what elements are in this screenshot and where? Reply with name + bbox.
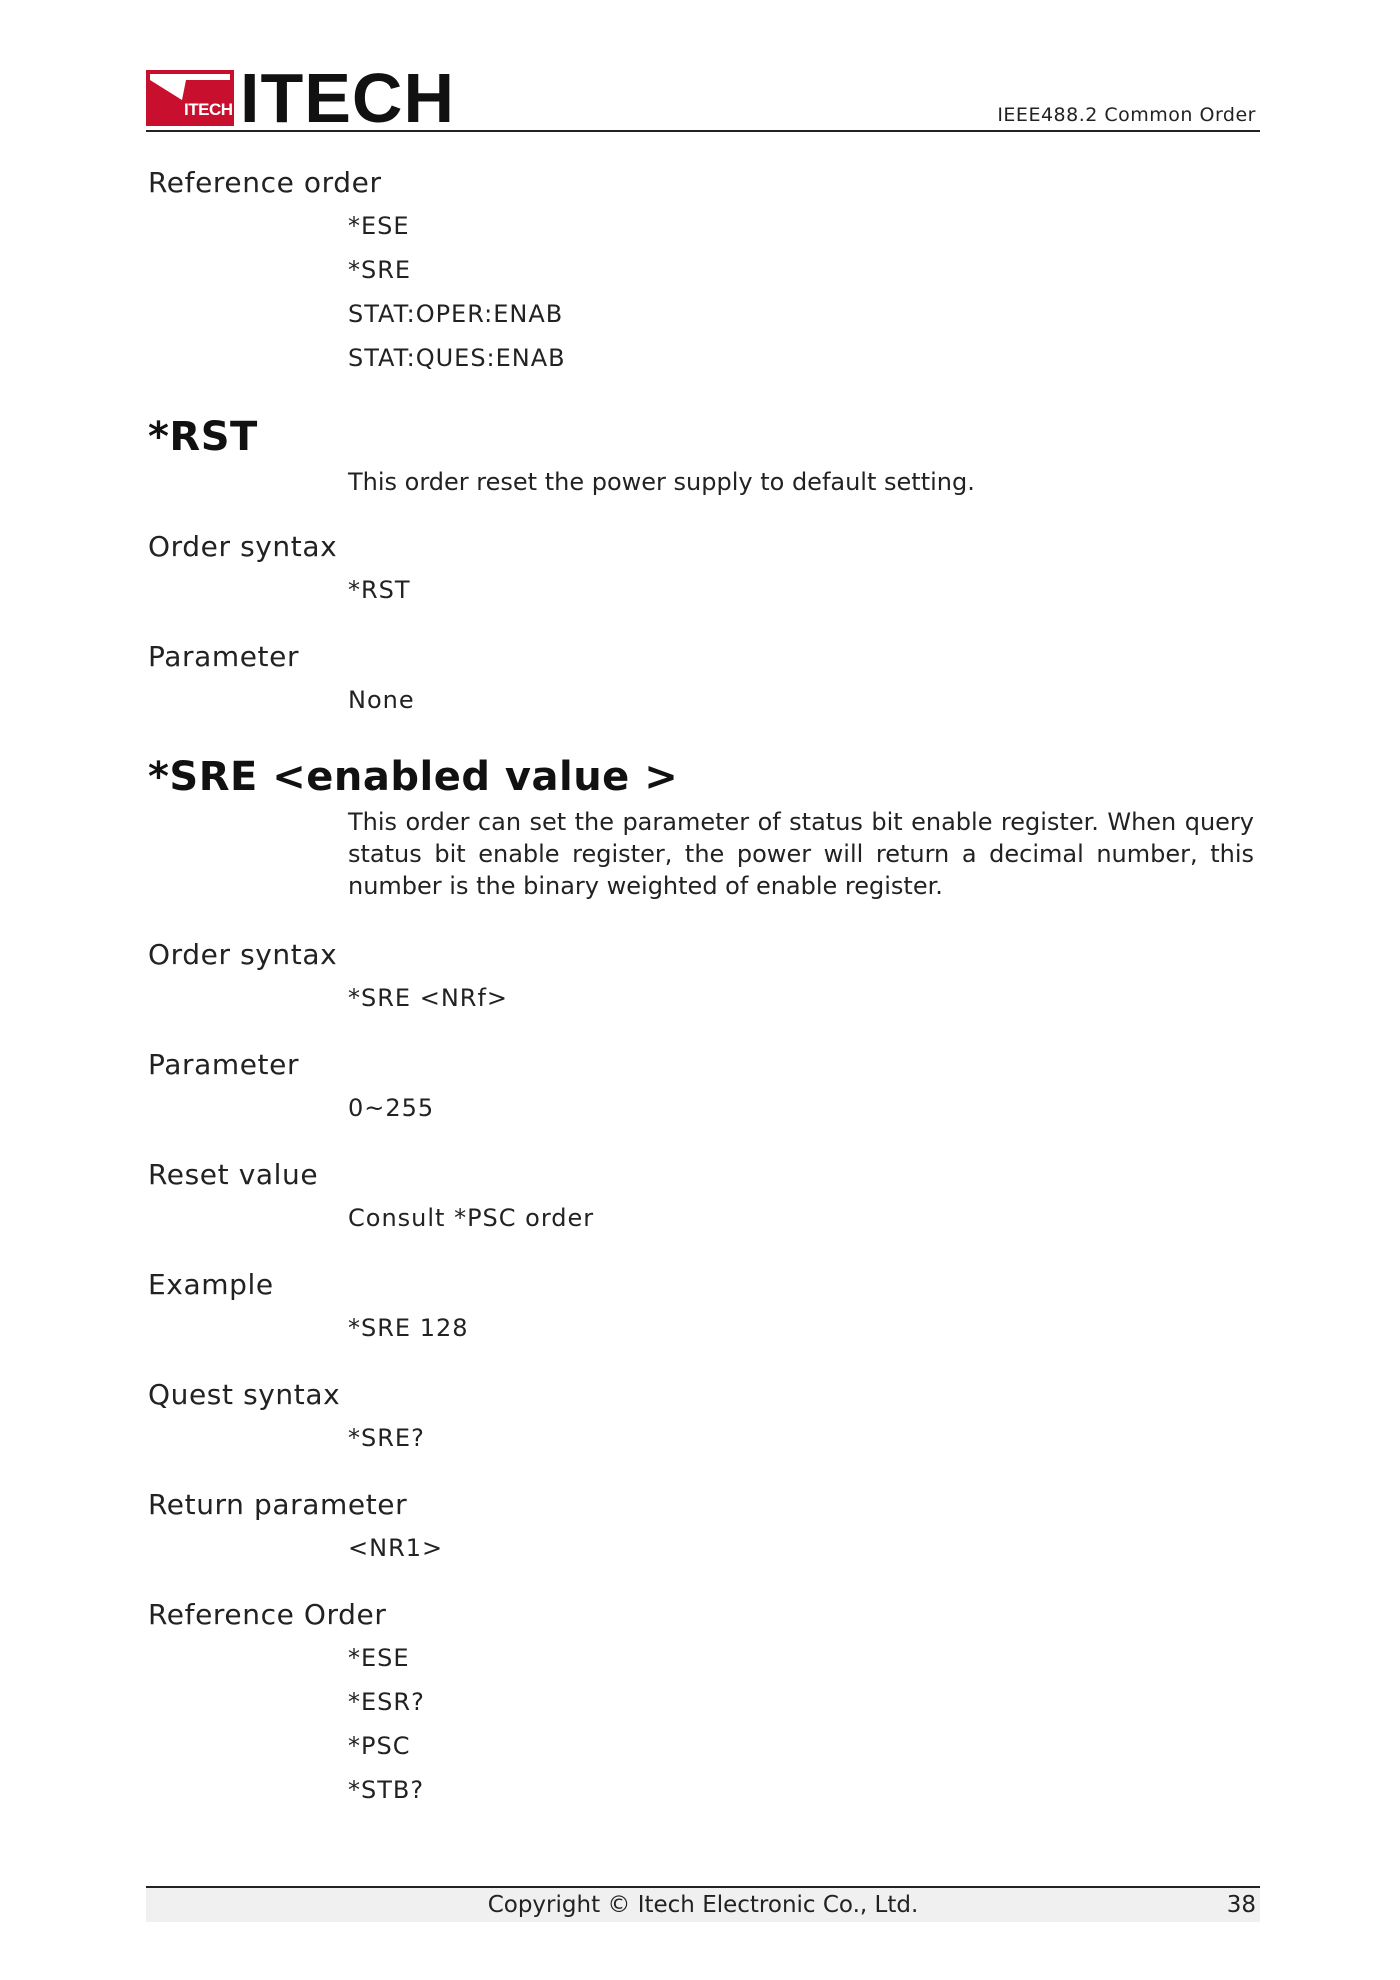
sre-quest-label: Quest syntax: [148, 1378, 341, 1411]
sre-parameter-label: Parameter: [148, 1048, 300, 1081]
logo-text: ITECH: [240, 59, 455, 137]
rst-description: This order reset the power supply to default setting.: [348, 468, 975, 496]
header-title: IEEE488.2 Common Order: [997, 104, 1256, 126]
logo-mark-text: ITECH: [184, 100, 233, 119]
page-footer: [146, 1886, 1260, 1922]
reference-item: STAT:OPER:ENAB: [348, 300, 564, 328]
itech-logo: [146, 59, 466, 137]
reference-order-label: Reference order: [148, 166, 382, 199]
footer-copyright: Copyright © Itech Electronic Co., Ltd.: [487, 1892, 919, 1918]
rst-parameter-value: None: [348, 686, 415, 714]
reference-item: *SRE: [348, 256, 412, 284]
sre-syntax-value: *SRE <NRf>: [348, 984, 508, 1012]
reference-item: STAT:QUES:ENAB: [348, 344, 566, 372]
sre-return-label: Return parameter: [148, 1488, 408, 1521]
sre-example-value: *SRE 128: [348, 1314, 469, 1342]
sre-reference-item: *ESR?: [348, 1688, 425, 1716]
sre-syntax-label: Order syntax: [148, 938, 338, 971]
sre-example-label: Example: [148, 1268, 274, 1301]
page-number: 38: [1226, 1892, 1256, 1918]
sre-reference-item: *PSC: [348, 1732, 411, 1760]
rst-syntax-value: *RST: [348, 576, 411, 604]
sre-reference-label: Reference Order: [148, 1598, 387, 1631]
sre-return-value: <NR1>: [348, 1534, 444, 1562]
rst-title: *RST: [148, 414, 258, 460]
sre-title: *SRE <enabled value >: [148, 754, 679, 800]
rst-syntax-label: Order syntax: [148, 530, 338, 563]
page-header: [146, 59, 1260, 137]
reference-item: *ESE: [348, 212, 410, 240]
sre-reset-value: Consult *PSC order: [348, 1204, 595, 1232]
sre-description: This order can set the parameter of status bit enable register. When query status bit enable register, the power will return a decimal number, this number is the binary weighted of enable register.: [348, 808, 1254, 900]
sre-reference-item: *ESE: [348, 1644, 410, 1672]
rst-parameter-label: Parameter: [148, 640, 300, 673]
sre-parameter-value: 0~255: [348, 1094, 435, 1122]
sre-reference-item: *STB?: [348, 1776, 425, 1804]
sre-reset-label: Reset value: [148, 1158, 319, 1191]
sre-quest-value: *SRE?: [348, 1424, 425, 1452]
